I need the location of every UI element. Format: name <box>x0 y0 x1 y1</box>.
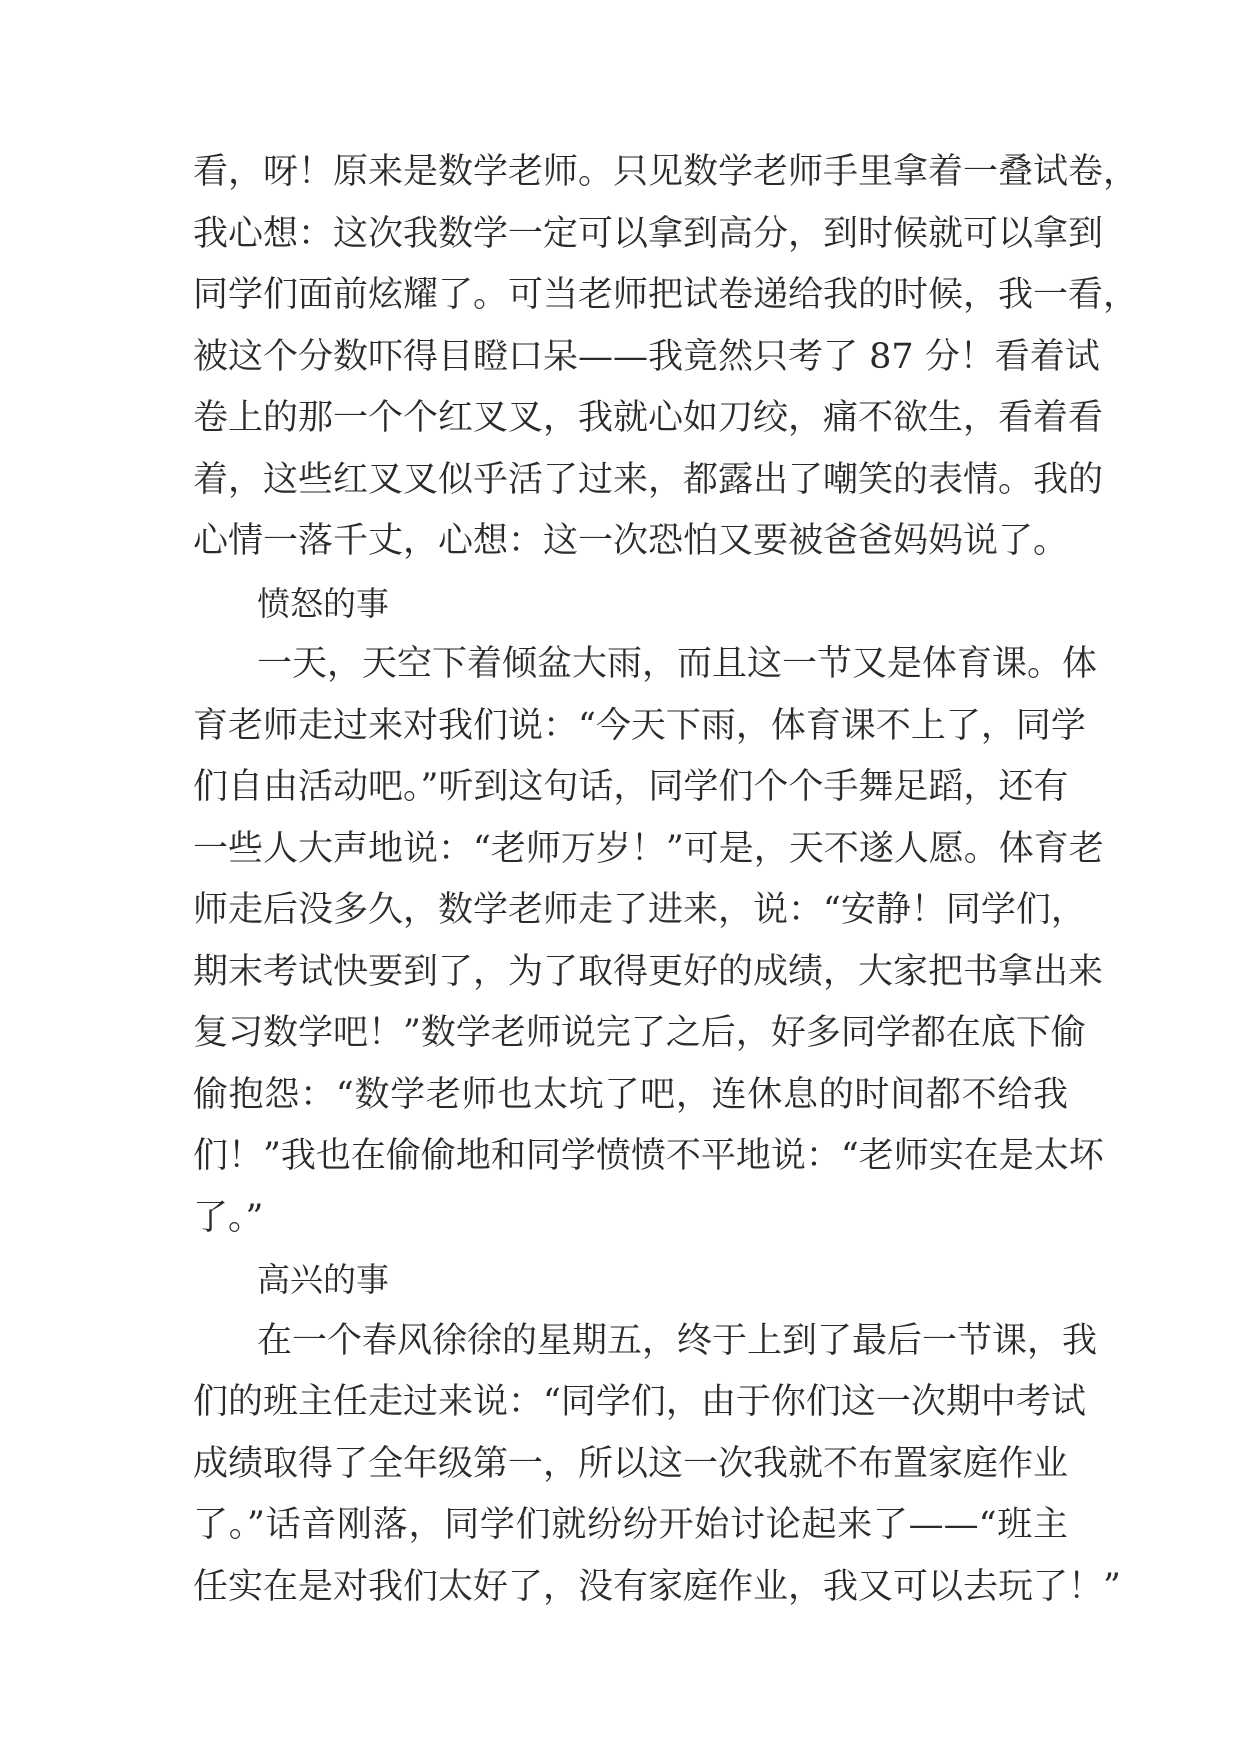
text-line: 期末考试快要到了，为了取得更好的成绩，大家把书拿出来 <box>193 951 1104 992</box>
text-line: 复习数学吧！”数学老师说完了之后，好多同学都在底下偷 <box>193 1013 1086 1053</box>
text-line: 在一个春风徐徐的星期五，终于上到了最后一节课，我 <box>257 1320 1098 1361</box>
text-line: 我心想：这次我数学一定可以拿到高分，到时候就可以拿到 <box>193 213 1104 254</box>
text-line: 们的班主任走过来说：“同学们，由于你们这一次期中考试 <box>193 1382 1086 1422</box>
text-line: 一天，天空下着倾盆大雨，而且这一节又是体育课。体 <box>257 644 1098 684</box>
text-line: 看，呀！原来是数学老师。只见数学老师手里拿着一叠试卷， <box>193 152 1139 192</box>
document-body <box>193 142 1139 1618</box>
section-heading-angry: 愤怒的事 <box>257 583 389 623</box>
text-line: 卷上的那一个个红叉叉，我就心如刀绞，痛不欲生，看着看 <box>193 398 1104 438</box>
text-line: 心情一落千丈，心想：这一次恐怕又要被爸爸妈妈说了。 <box>193 521 1069 561</box>
text-line: 偷抱怨：“数学老师也太坑了吧，连休息的时间都不给我 <box>193 1074 1068 1115</box>
text-line: 了。” <box>193 1197 264 1238</box>
text-line: 同学们面前炫耀了。可当老师把试卷递给我的时候，我一看， <box>193 275 1139 315</box>
paragraph-happy <box>193 1311 1121 1619</box>
text-line: 一些人大声地说：“老师万岁！”可是，天不遂人愿。体育老 <box>193 828 1104 869</box>
section-heading-happy: 高兴的事 <box>257 1260 389 1299</box>
text-line: 被这个分数吓得目瞪口呆——我竟然只考了 87 分！看着试 <box>193 336 1100 377</box>
text-line: 了。”话音刚落，同学们就纷纷开始讨论起来了——“班主 <box>193 1505 1068 1545</box>
paragraph-exam-score <box>193 142 1139 573</box>
text-line: 成绩取得了全年级第一，所以这一次我就不布置家庭作业 <box>193 1443 1069 1484</box>
text-line: 师走后没多久，数学老师走了进来，说：“安静！同学们， <box>193 890 1086 930</box>
paragraph-angry <box>193 634 1104 1249</box>
text-line: 育老师走过来对我们说：“今天下雨，体育课不上了，同学 <box>193 705 1086 746</box>
text-line: 们！”我也在偷偷地和同学愤愤不平地说：“老师实在是太坏 <box>193 1136 1104 1176</box>
text-line: 们自由活动吧。”听到这句话，同学们个个手舞足蹈，还有 <box>193 767 1069 807</box>
text-line: 任实在是对我们太好了，没有家庭作业，我又可以去玩了！” <box>193 1566 1121 1607</box>
text-line: 着，这些红叉叉似乎活了过来，都露出了嘲笑的表情。我的 <box>193 459 1104 500</box>
